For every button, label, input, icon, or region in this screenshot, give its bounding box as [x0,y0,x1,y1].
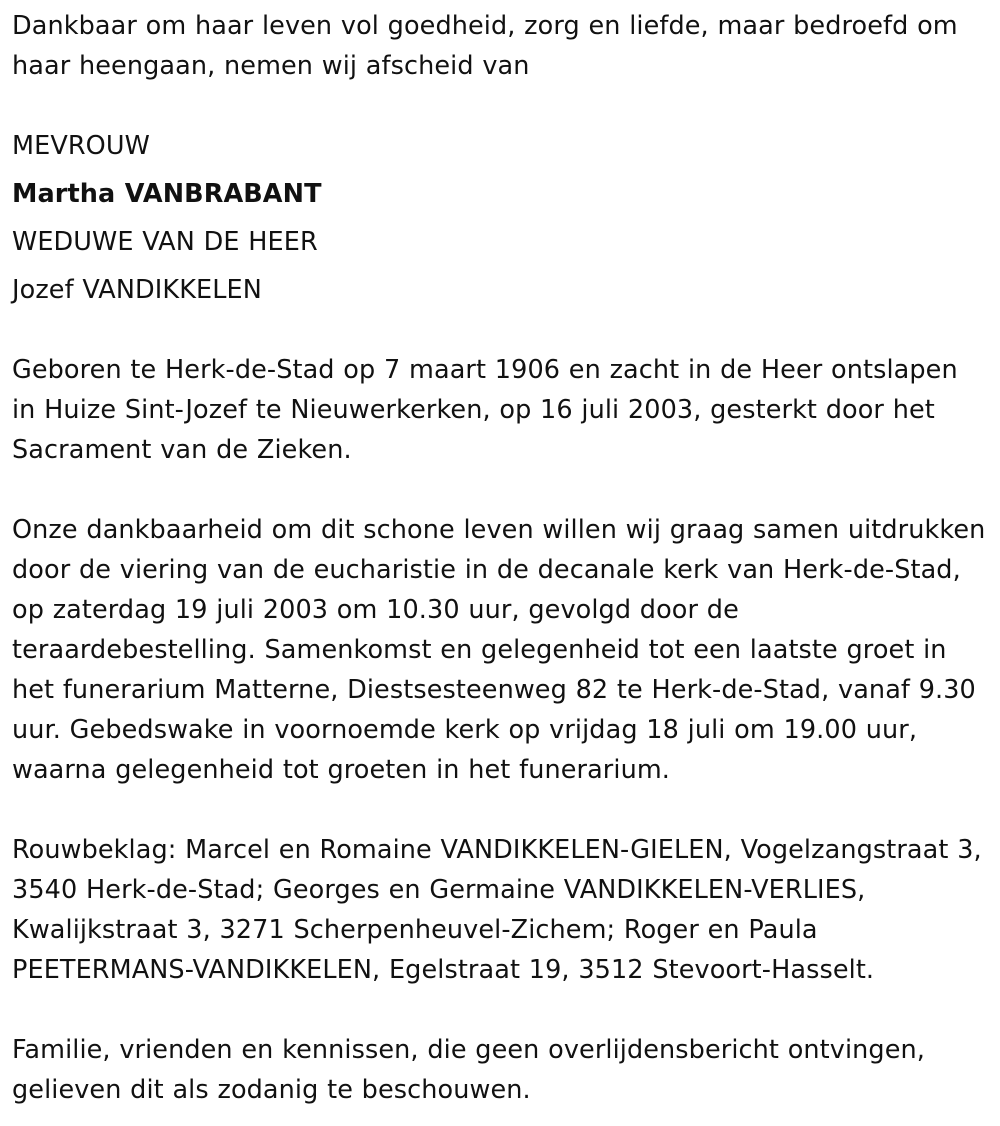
ceremony-paragraph: Onze dankbaarheid om dit schone leven willen wij graag samen uitdrukken door de viering van de eucharistie in de decanale kerk van Herk-de-Stad, op zaterdag 19 juli 2003 om 10.30 uur, gevolgd door de teraardebestelling. Samenkomst en gelegenheid tot een laatste groet in het funerarium Matterne, Diestsesteenweg 82 te Herk-de-Stad, vanaf 9.30 uur. Gebedswake in voornoemde kerk op vrijdag 18 juli om 19.00 uur, waarna gelegenheid tot groeten in het funerarium. [12,515,986,785]
deceased-name: Martha VANBRABANT [12,179,322,209]
intro-paragraph: Dankbaar om haar leven vol goedheid, zorg en liefde, maar bedroefd om haar heengaan, nemen wij afscheid van [12,11,958,81]
title-line: MEVROUW [12,131,150,161]
mourners-paragraph: Rouwbeklag: Marcel en Romaine VANDIKKELEN-GIELEN, Vogelzangstraat 3, 3540 Herk-de-Stad; Georges en Germaine VANDIKKELEN-VERLIES, Kwalijkstraat 3, 3271 Scherpenheuvel-Zichem; Roger en Paula PEETERMANS-VANDIKKELEN, Egelstraat 19, 3512 Stevoort-Hasselt. [12,835,982,985]
relation-line: WEDUWE VAN DE HEER [12,227,318,257]
spouse-name: Jozef VANDIKKELEN [12,275,262,305]
closing-paragraph: Familie, vrienden en kennissen, die geen overlijdensbericht ontvingen, gelieven dit als zodanig te beschouwen. [12,1035,925,1105]
deceased-block [12,122,988,314]
birth-death-paragraph: Geboren te Herk-de-Stad op 7 maart 1906 en zacht in de Heer ontslapen in Huize Sint-Jozef te Nieuwerkerken, op 16 juli 2003, gesterkt door het Sacrament van de Zieken. [12,355,958,465]
